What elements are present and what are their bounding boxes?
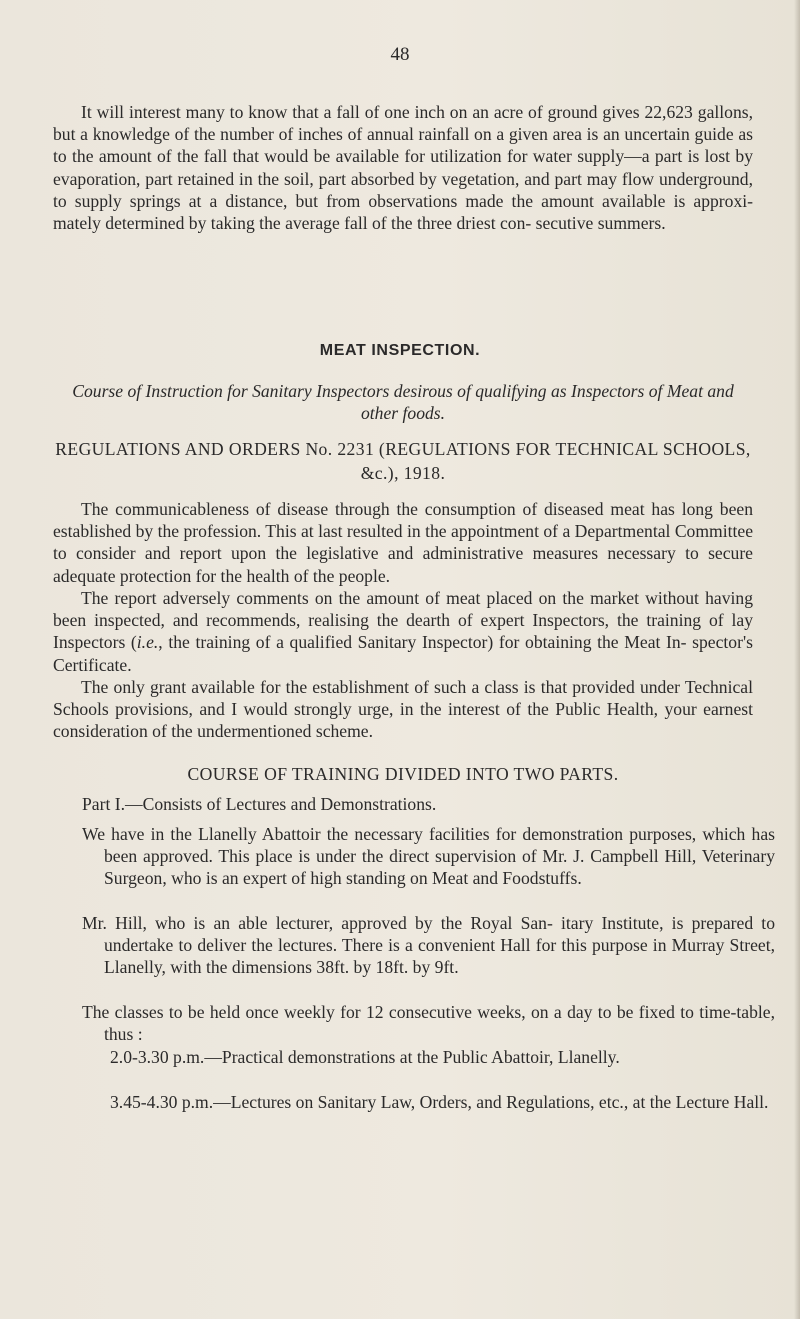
schedule-item-demonstrations: 2.0-3.30 p.m.—Practical demonstrations at the Public Abattoir, Llanelly.	[110, 1047, 620, 1067]
report-paragraph-text	[53, 587, 753, 676]
report-text-before: The report adversely comments on the amount of meat placed on the market without having been inspected, and recommends, realising the dearth of expert Inspectors, the training of lay Inspectors (	[53, 588, 753, 653]
meat-inspection-heading: MEAT INSPECTION.	[319, 342, 481, 359]
page-edge-shadow	[794, 0, 800, 1319]
course-subtitle: Course of Instruction for Sanitary Inspectors desirous of qualifying as Inspectors of Meat and other foods.	[72, 381, 734, 423]
report-paragraph	[53, 587, 753, 676]
communicableness-paragraph	[53, 498, 753, 587]
schedule-item-lectures: 3.45-4.30 p.m.—Lectures on Sanitary Law, Orders, and Regulations, etc., at the Lecture Hall.	[110, 1092, 769, 1112]
classes-item: The classes to be held once weekly for 12 consecutive weeks, on a day to be fixed to time-table, thus :	[82, 1002, 775, 1045]
course-heading: COURSE OF TRAINING DIVIDED INTO TWO PARTS.	[187, 764, 619, 784]
regulations-heading: REGULATIONS AND ORDERS No. 2231 (REGULATIONS FOR TECHNICAL SCHOOLS, &c.), 1918.	[55, 439, 751, 483]
lecturer-item: Mr. Hill, who is an able lecturer, approved by the Royal San- itary Institute, is prepared to undertake to deliver the lectures. There is a convenient Hall for this purpose in Murray Street, Llanelly, with the dimensions 38ft. by 18ft. by 9ft.	[82, 913, 775, 978]
grant-paragraph-text: The only grant available for the establishment of such a class is that provided under Technical Schools provisions, and I would strongly urge, in the interest of the Public Health, your earnest consideration of the undermentioned scheme.	[53, 677, 753, 742]
report-text-ie: i.e.	[136, 632, 159, 653]
part-one-heading: Part I.—Consists of Lectures and Demonstrations.	[82, 794, 437, 814]
grant-paragraph	[53, 676, 753, 743]
abattoir-item: We have in the Llanelly Abattoir the necessary facilities for demonstration purposes, which has been approved. This place is under the direct supervision of Mr. J. Campbell Hill, Veterinary Surgeon, who is an expert of high standing on Meat and Foodstuffs.	[82, 824, 775, 889]
page-number: 48	[390, 44, 410, 65]
rainfall-paragraph	[53, 101, 753, 234]
rainfall-paragraph-text: It will interest many to know that a fall of one inch on an acre of ground gives 22,623 gallons, but a knowledge of the number of inches of annual rainfall on a given area is an uncertain guide as to the amount of the fall that would be available for utilization for water supply—a part is lost by evaporation, part retained in the soil, part absorbed by vegetation, and part may flow underground, to supply springs at a distance, but from observations made the amount available is approxi- mately determined by taking the average fall of the three driest con- secutive summers.	[53, 102, 753, 234]
communicableness-paragraph-text: The communicableness of disease through the consumption of diseased meat has long been established by the profession. This at last resulted in the appointment of a Departmental Committee to consider and report upon the legislative and administrative measures necessary to secure adequate protection for the health of the people.	[53, 499, 753, 586]
report-text-after: , the training of a qualified Sanitary Inspector) for obtaining the Meat In- spector's Certificate.	[53, 632, 753, 675]
